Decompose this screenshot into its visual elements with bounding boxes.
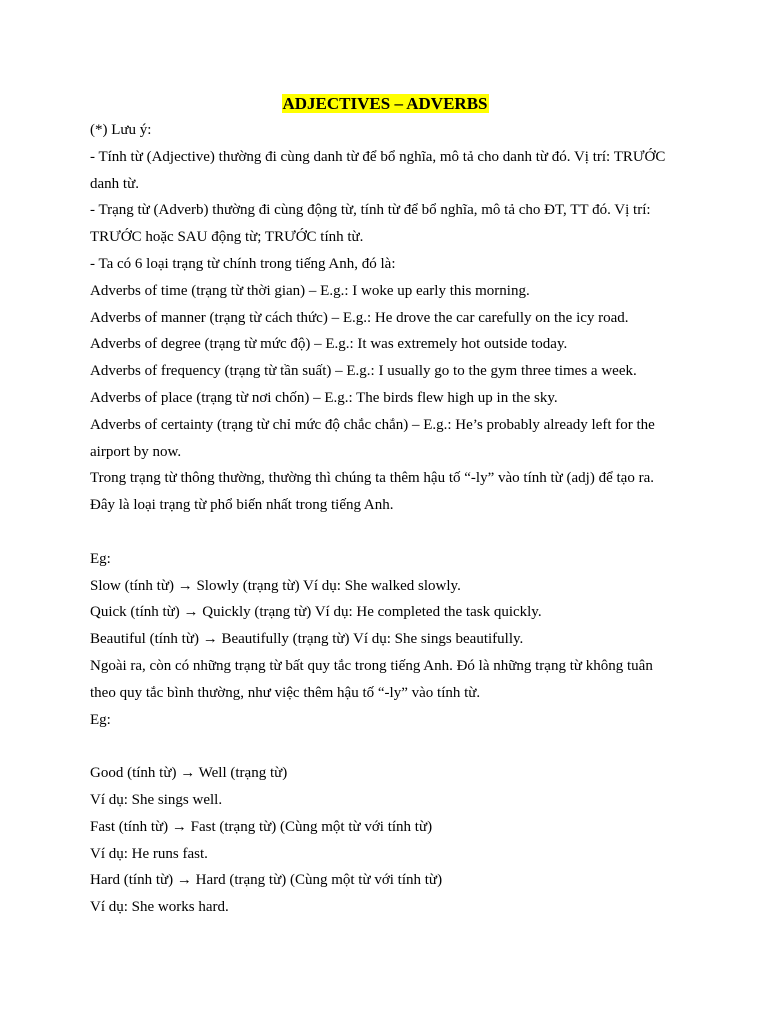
text-line: - Tính từ (Adjective) thường đi cùng danh từ để bổ nghĩa, mô tả cho danh từ đó. Vị trí: TRƯỚC — [90, 148, 666, 165]
title-row — [90, 90, 680, 117]
text-line: Slow (tính từ) → Slowly (trạng từ) Ví dụ: She walked slowly. — [90, 577, 461, 594]
text-line: Eg: — [90, 711, 111, 728]
text-line: Trong trạng từ thông thường, thường thì chúng ta thêm hậu tố “-ly” vào tính từ (adj) để tạo ra. — [90, 470, 654, 487]
text-line: Beautiful (tính từ) → Beautifully (trạng từ) Ví dụ: She sings beautifully. — [90, 631, 524, 648]
text-line: Quick (tính từ) → Quickly (trạng từ) Ví dụ: He completed the task quickly. — [90, 604, 542, 621]
text-line: Eg: — [90, 550, 111, 567]
blank-line — [90, 519, 680, 546]
text-line: theo quy tắc bình thường, như việc thêm hậu tố “-ly” vào tính từ. — [90, 684, 481, 701]
text-line: Ngoài ra, còn có những trạng từ bất quy tắc trong tiếng Anh. Đó là những trạng từ không tuân — [90, 657, 653, 674]
text-line: Đây là loại trạng từ phổ biến nhất trong tiếng Anh. — [90, 497, 394, 514]
text-line: - Trạng từ (Adverb) thường đi cùng động từ, tính từ để bổ nghĩa, mô tả cho ĐT, TT đó. Vị trí: — [90, 202, 651, 219]
document-title: ADJECTIVES – ADVERBS — [282, 94, 488, 113]
text-line: danh từ. — [90, 175, 139, 192]
text-line: Good (tính từ) → Well (trạng từ) — [90, 765, 288, 782]
text-line: Fast (tính từ) → Fast (trạng từ) (Cùng một từ với tính từ) — [90, 818, 433, 835]
text-line: Hard (tính từ) → Hard (trạng từ) (Cùng một từ với tính từ) — [90, 872, 443, 889]
blank-line — [90, 733, 680, 760]
text-line: airport by now. — [90, 443, 182, 460]
text-line: (*) Lưu ý: — [90, 122, 152, 138]
text-line: Adverbs of time (trạng từ thời gian) – E.g.: I woke up early this morning. — [90, 282, 530, 299]
text-line: Ví dụ: He runs fast. — [90, 845, 208, 862]
text-line: Ví dụ: She sings well. — [90, 791, 223, 808]
text-line: Adverbs of certainty (trạng từ chỉ mức độ chắc chắn) – E.g.: He’s probably already left for the — [90, 416, 655, 433]
text-line: TRƯỚC hoặc SAU động từ; TRƯỚC tính từ. — [90, 229, 364, 246]
text-line: Adverbs of degree (trạng từ mức độ) – E.g.: It was extremely hot outside today. — [90, 336, 568, 353]
text-line: Adverbs of frequency (trạng từ tần suất) – E.g.: I usually go to the gym three times a week. — [90, 363, 637, 380]
text-line: Adverbs of place (trạng từ nơi chốn) – E.g.: The birds flew high up in the sky. — [90, 389, 558, 406]
text-line: Ví dụ: She works hard. — [90, 899, 229, 916]
text-line: - Ta có 6 loại trạng từ chính trong tiếng Anh, đó là: — [90, 255, 396, 272]
document-page — [90, 90, 680, 921]
text-line: Adverbs of manner (trạng từ cách thức) – E.g.: He drove the car carefully on the icy road. — [90, 309, 629, 326]
